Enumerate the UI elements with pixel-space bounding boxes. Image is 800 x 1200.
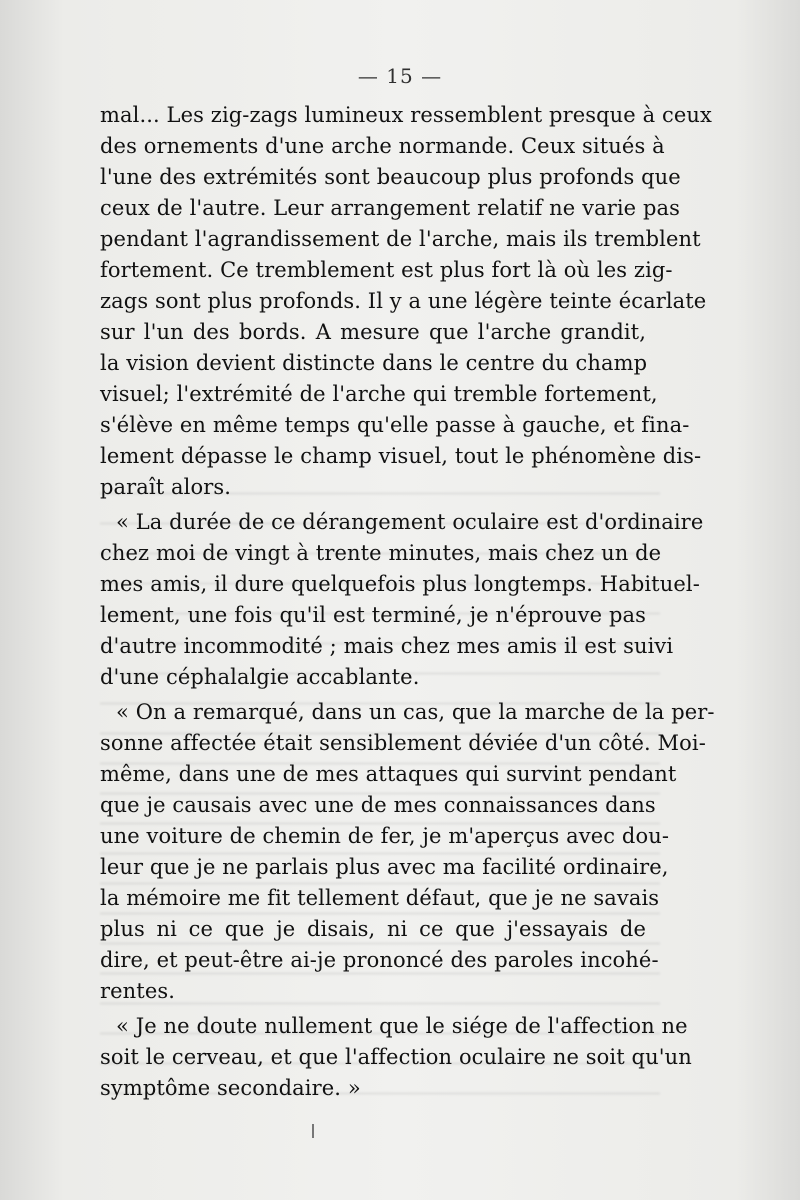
- text-line: d'une céphalalgie accablante.: [100, 665, 420, 689]
- text-line: ceux de l'autre. Leur arrangement relatif ne varie pas: [100, 196, 680, 220]
- text-line: « On a remarqué, dans un cas, que la marche de la per-: [116, 700, 715, 724]
- text-line: « La durée de ce dérangement oculaire est d'ordinaire: [116, 510, 704, 534]
- text-line: zags sont plus profonds. Il y a une légère teinte écarlate: [100, 289, 707, 313]
- text-line: fortement. Ce tremblement est plus fort là où les zig-: [100, 258, 673, 282]
- text-line: mal... Les zig-zags lumineux ressemblent presque à ceux: [100, 103, 712, 127]
- text-line: pendant l'agrandissement de l'arche, mais ils tremblent: [100, 227, 701, 251]
- text-line: rentes.: [100, 979, 176, 1003]
- text-line: sonne affectée était sensiblement déviée d'un côté. Moi-: [100, 731, 706, 755]
- text-line: dire, et peut-être ai-je prononcé des paroles incohé-: [100, 948, 659, 972]
- text-line: chez moi de vingt à trente minutes, mais chez un de: [100, 541, 662, 565]
- text-line: leur que je ne parlais plus avec ma facilité ordinaire,: [100, 855, 669, 879]
- text-line: d'autre incommodité ; mais chez mes amis il est suivi: [100, 634, 674, 658]
- body-text: [100, 100, 715, 1104]
- text-line: que je causais avec une de mes connaissances dans: [100, 793, 656, 817]
- text-line: lement, une fois qu'il est terminé, je n'éprouve pas: [100, 603, 646, 627]
- text-line: mes amis, il dure quelquefois plus longtemps. Habituel-: [100, 572, 700, 596]
- text-line: s'élève en même temps qu'elle passe à gauche, et fina-: [100, 413, 690, 437]
- text-line: l'une des extrémités sont beaucoup plus profonds que: [100, 165, 681, 189]
- text-line: lement dépasse le champ visuel, tout le phénomène dis-: [100, 444, 702, 468]
- page-number: — 15 —: [357, 64, 443, 88]
- stray-mark: [312, 1124, 314, 1138]
- text-line: symptôme secondaire. »: [100, 1076, 361, 1100]
- text-line: la vision devient distincte dans le centre du champ: [100, 351, 648, 375]
- text-line: des ornements d'une arche normande. Ceux situés à: [100, 134, 665, 158]
- text-line: plus ni ce que je disais, ni ce que j'essayais de: [100, 917, 646, 941]
- text-line: sur l'un des bords. A mesure que l'arche grandit,: [100, 320, 646, 344]
- text-line: soit le cerveau, et que l'affection oculaire ne soit qu'un: [100, 1045, 692, 1069]
- text-line: même, dans une de mes attaques qui survint pendant: [100, 762, 677, 786]
- text-line: la mémoire me fit tellement défaut, que je ne savais: [100, 886, 660, 910]
- text-line: une voiture de chemin de fer, je m'aperçus avec dou-: [100, 824, 670, 848]
- text-line: paraît alors.: [100, 475, 232, 499]
- text-line: visuel; l'extrémité de l'arche qui tremble fortement,: [100, 382, 658, 406]
- text-line: « Je ne doute nullement que le siége de l'affection ne: [116, 1014, 688, 1038]
